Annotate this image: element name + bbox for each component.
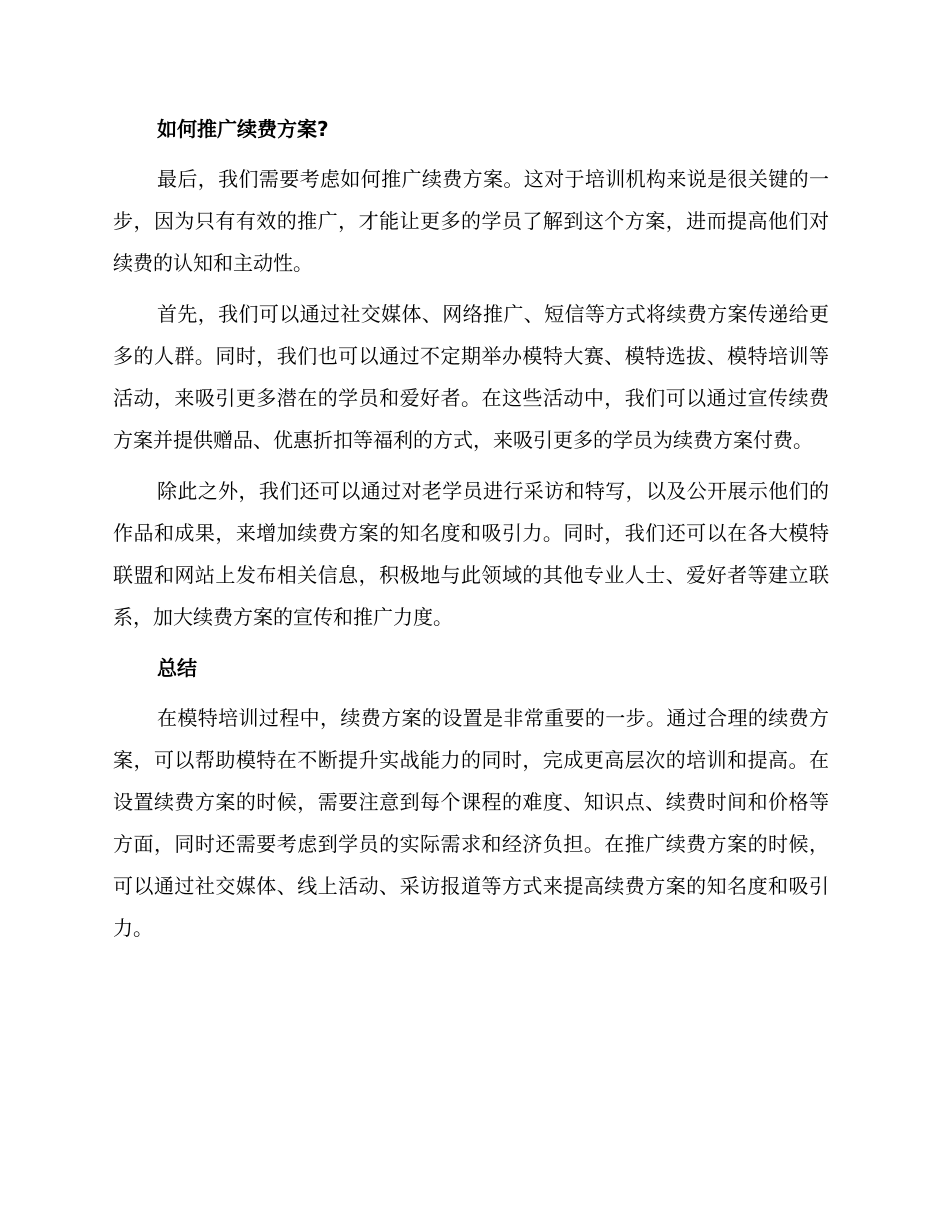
paragraph-promotion-channels: 首先，我们可以通过社交媒体、网络推广、短信等方式将续费方案传递给更多的人群。同时，我们也可以通过不定期举办模特大赛、模特选拔、模特培训等活动，来吸引更多潜在的学员和爱好者。在这些活动中，我们可以通过宣传续费方案并提供赠品、优惠折扣等福利的方式，来吸引更多的学员为续费方案付费。 — [113, 302, 829, 452]
paragraph-summary: 在模特培训过程中，续费方案的设置是非常重要的一步。通过合理的续费方案，可以帮助模特在不断提升实战能力的同时，完成更高层次的培训和提高。在设置续费方案的时候，需要注意到每个课程的难度、知识点、续费时间和价格等方面，同时还需要考虑到学员的实际需求和经济负担。在推广续费方案的时候，可以通过社交媒体、线上活动、采访报道等方式来提高续费方案的知名度和吸引力。 — [113, 706, 829, 940]
document-page — [113, 108, 829, 958]
section-heading-summary: 总结 — [157, 656, 197, 680]
paragraph-promotion-intro: 最后，我们需要考虑如何推广续费方案。这对于培训机构来说是很关键的一步，因为只有有效的推广，才能让更多的学员了解到这个方案，进而提高他们对续费的认知和主动性。 — [113, 167, 829, 275]
paragraph-promotion-extra: 除此之外，我们还可以通过对老学员进行采访和特写，以及公开展示他们的作品和成果，来增加续费方案的知名度和吸引力。同时，我们还可以在各大模特联盟和网站上发布相关信息，积极地与此领域的其他专业人士、爱好者等建立联系，加大续费方案的宣传和推广力度。 — [113, 479, 829, 629]
section-heading-promotion: 如何推广续费方案? — [157, 117, 329, 141]
